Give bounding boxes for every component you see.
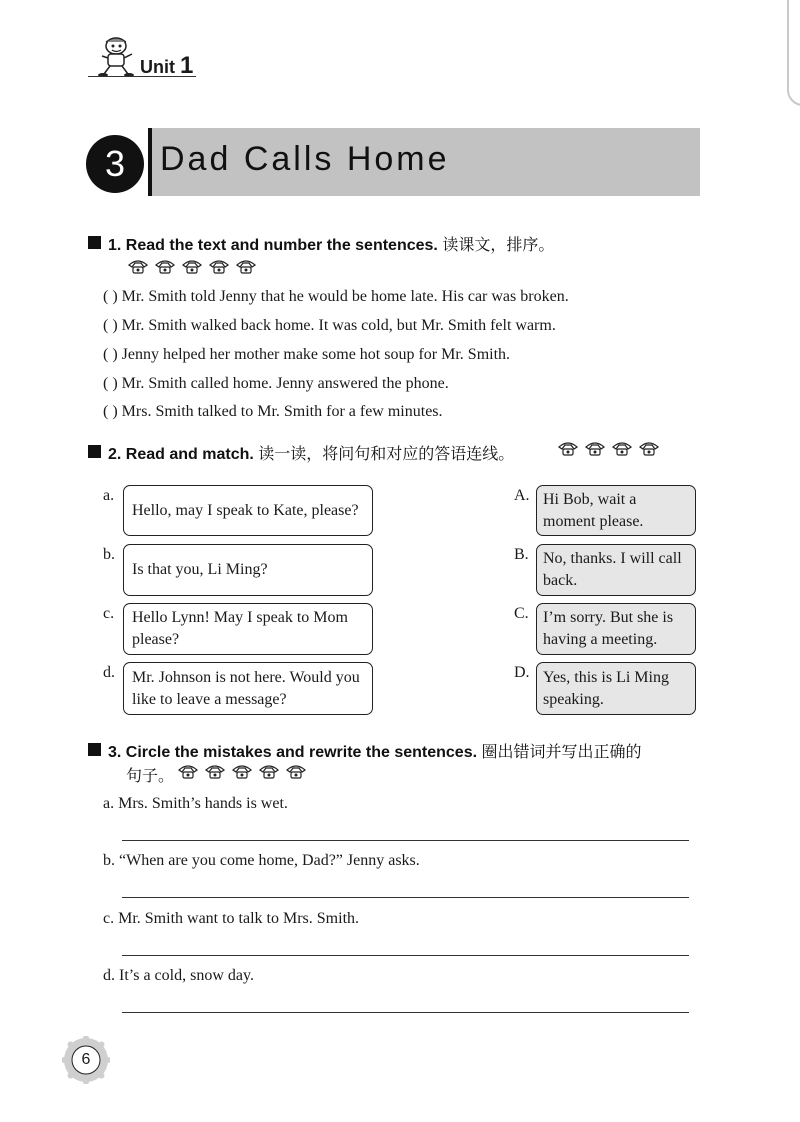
phone-icon [610, 438, 634, 458]
unit-underline [88, 76, 196, 77]
answer-line[interactable] [122, 1012, 689, 1013]
lesson-number-badge: 3 [86, 135, 144, 193]
ordering-sentence[interactable]: ( ) Jenny helped her mother make some hot soup for Mr. Smith. [103, 346, 511, 363]
phone-icon [126, 256, 150, 276]
phone-icon [257, 761, 281, 781]
question-text: Mr. Johnson is not here. Would you like to leave a message? [132, 668, 360, 708]
section2-heading-cn: 读一读，将问句和对应的答语连线。 [258, 446, 515, 463]
section-bullet [88, 743, 101, 756]
phone-icon [284, 761, 308, 781]
answer-line[interactable] [122, 840, 689, 841]
section3-heading-cn: 圈出错词并写出正确的 [481, 744, 642, 761]
phone-icon [583, 438, 607, 458]
section2-difficulty [556, 438, 661, 458]
lesson-title: Dad Calls Home [160, 140, 450, 178]
match-letter: b. [103, 546, 115, 563]
page-edge-tab [787, 0, 800, 106]
rewrite-item: c. Mr. Smith want to talk to Mrs. Smith. [103, 910, 360, 927]
section-bullet [88, 236, 101, 249]
section1-difficulty [126, 256, 258, 276]
section1-heading-cn: 读课文，排序。 [442, 237, 555, 254]
rewrite-item: a. Mrs. Smith’s hands is wet. [103, 795, 288, 812]
answer-text: Yes, this is Li Ming speaking. [543, 668, 669, 708]
rewrite-item: d. It’s a cold, snow day. [103, 967, 254, 984]
mascot-icon [92, 34, 140, 78]
match-letter: D. [514, 664, 530, 681]
match-letter: A. [514, 487, 530, 504]
rewrite-item: b. “When are you come home, Dad?” Jenny asks. [103, 852, 420, 869]
phone-icon [207, 256, 231, 276]
answer-text: Hi Bob, wait a moment please. [543, 490, 644, 530]
answer-box[interactable] [536, 603, 696, 655]
match-letter: a. [103, 487, 115, 504]
section3-heading-cn-2: 句子。 [126, 768, 175, 785]
match-letter: B. [514, 546, 529, 563]
answer-box[interactable] [536, 485, 696, 536]
phone-icon [637, 438, 661, 458]
ordering-sentence[interactable]: ( ) Mrs. Smith talked to Mr. Smith for a few minutes. [103, 403, 443, 420]
phone-icon [180, 256, 204, 276]
question-box[interactable] [123, 603, 373, 655]
section1-heading-en: 1. Read the text and number the sentences. [108, 237, 438, 254]
section3-difficulty [176, 761, 308, 781]
answer-box[interactable] [536, 544, 696, 596]
ordering-sentence[interactable]: ( ) Mr. Smith told Jenny that he would be home late. His car was broken. [103, 288, 569, 305]
phone-icon [234, 256, 258, 276]
section2-heading [108, 441, 514, 464]
phone-icon [153, 256, 177, 276]
page-number: 6 [81, 1051, 91, 1068]
question-box[interactable] [123, 662, 373, 715]
answer-line[interactable] [122, 897, 689, 898]
match-letter: c. [103, 605, 115, 622]
section1-heading [108, 232, 554, 255]
section3-heading-line2 [126, 763, 174, 786]
section2-heading-en: 2. Read and match. [108, 446, 254, 463]
section3-heading [108, 739, 642, 762]
question-text: Hello Lynn! May I speak to Mom please? [132, 609, 348, 648]
question-box[interactable] [123, 485, 373, 536]
answer-box[interactable] [536, 662, 696, 715]
section3-heading-en: 3. Circle the mistakes and rewrite the sentences. [108, 744, 478, 761]
phone-icon [556, 438, 580, 458]
ordering-sentence[interactable]: ( ) Mr. Smith called home. Jenny answered the phone. [103, 375, 449, 392]
question-text: Hello, may I speak to Kate, please? [132, 501, 359, 519]
answer-text: I’m sorry. But she is having a meeting. [543, 609, 674, 648]
section-bullet [88, 445, 101, 458]
answer-line[interactable] [122, 955, 689, 956]
phone-icon [203, 761, 227, 781]
match-letter: C. [514, 605, 529, 622]
phone-icon [230, 761, 254, 781]
question-box[interactable] [123, 544, 373, 596]
match-letter: d. [103, 664, 115, 681]
question-text: Is that you, Li Ming? [132, 561, 268, 578]
unit-number: 1 [180, 52, 194, 79]
unit-word: Unit [140, 57, 175, 77]
phone-icon [176, 761, 200, 781]
ordering-sentence[interactable]: ( ) Mr. Smith walked back home. It was cold, but Mr. Smith felt warm. [103, 317, 556, 334]
answer-text: No, thanks. I will call back. [543, 550, 682, 589]
